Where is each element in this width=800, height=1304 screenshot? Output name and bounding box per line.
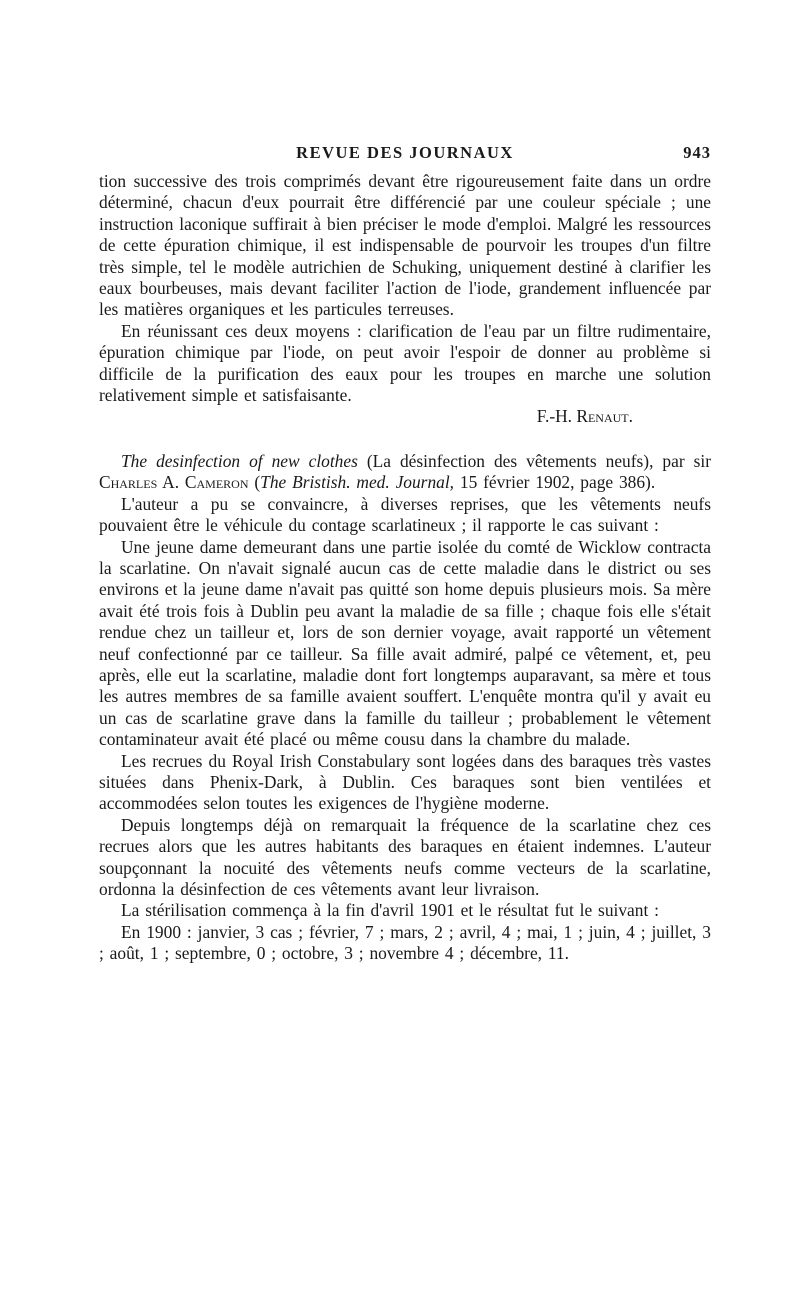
page-content	[99, 143, 711, 965]
paragraph: L'auteur a pu se convaincre, à diverses reprises, que les vêtements neufs pouvaient être le véhicule du contage scarlatineux ; il rapporte le cas suivant :	[99, 493, 711, 536]
article-title-english: The desinfection of new clothes	[121, 450, 358, 471]
paragraph: Depuis longtemps déjà on remarquait la fréquence de la scarlatine chez ces recrues alors que les autres habitants des baraques en étaient indemnes. L'auteur soupçonnant la nocuité des vêtements neufs comme vecteurs de la scarlatine, ordonna la désinfection de ces vêtements avant leur livraison.	[99, 814, 711, 899]
page-number: 943	[683, 143, 711, 162]
article-heading	[99, 451, 711, 494]
signature-period: .	[628, 406, 633, 427]
heading-paren: (	[248, 472, 261, 493]
paragraph: En réunissant ces deux moyens : clarification de l'eau par un filtre rudimentaire, épuration chimique par l'iode, on peut avoir l'espoir de donner au problème si difficile de la purification des eaux pour les troupes en marche une solution relativement simple et satisfaisante.	[99, 320, 711, 406]
author-signature	[99, 406, 711, 427]
date-reference: 15 février 1902, page 386).	[454, 472, 656, 493]
paragraph: Une jeune dame demeurant dans une partie isolée du comté de Wicklow contracta la scarlatine. On n'avait signalé aucun cas de cette maladie dans le district ou ses environs et la jeune dame n'avait pas quitté son home depuis plusieurs mois. Sa mère avait été trois fois à Dublin peu avant la maladie de sa fille ; chaque fois elle s'était rendue chez un tailleur et, lors de son dernier voyage, avait rapporté un vêtement neuf confectionné par ce tailleur. Sa fille avait admiré, palpé ce vêtement, et, peu après, elle eut la scarlatine, maladie dont fort longtemps auparavant, sa mère et tous les autres membres de sa famille avaient souffert. L'enquête montra qu'il y avait eu un cas de scarlatine grave dans la famille du tailleur ; probablement le vêtement contaminateur avait été placé ou même cousu dans la chambre du malade.	[99, 536, 711, 750]
journal-title: REVUE DES JOURNAUX	[296, 143, 514, 162]
running-header	[99, 143, 711, 167]
paragraph-continuation: tion successive des trois comprimés devant être rigoureusement faite dans un ordre déterminé, chacun d'eux pourrait être différencié par une couleur spéciale ; une instruction laconique suffirait à bien préciser le mode d'emploi. Malgré les ressources de cette épuration chimique, il est indispensable de pourvoir les troupes d'un filtre très simple, tel le modèle autrichien de Schuking, uniquement destiné à clarifier les eaux bourbeuses, mais devant faciliter l'action de l'iode, grandement influencée par les matières organiques et les particules terreuses.	[99, 171, 711, 320]
paragraph: La stérilisation commença à la fin d'avril 1901 et le résultat fut le suivant :	[121, 900, 659, 921]
article-author: Charles A. Cameron	[99, 472, 249, 493]
signature-initials: F.-H.	[536, 406, 577, 427]
article-title-french: (La désinfection des vêtements neufs), par sir	[357, 450, 711, 471]
journal-reference: The Bristish. med. Journal,	[260, 472, 455, 493]
paragraph: Les recrues du Royal Irish Constabulary sont logées dans des baraques très vastes situées dans Phenix-Dark, à Dublin. Ces baraques sont bien ventilées et accommodées selon toutes les exigences de l'hygiène moderne.	[99, 750, 711, 814]
paragraph-statistics: En 1900 : janvier, 3 cas ; février, 7 ; mars, 2 ; avril, 4 ; mai, 1 ; juin, 4 ; juillet, 3 ; août, 1 ; septembre, 0 ; octobre, 3 ; novembre 4 ; décembre, 11.	[99, 921, 711, 964]
signature-surname: Renaut	[576, 406, 629, 427]
